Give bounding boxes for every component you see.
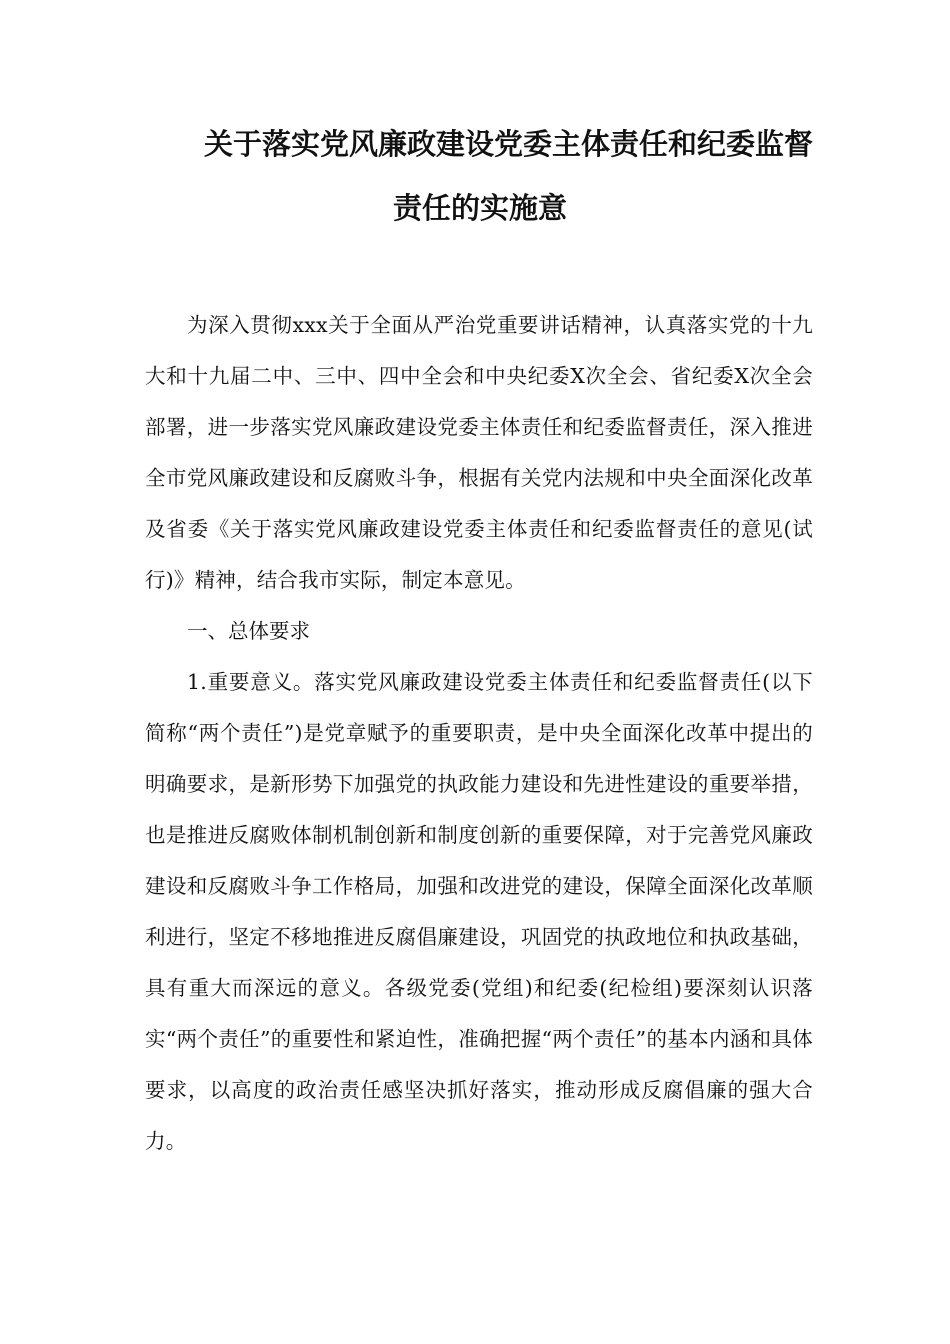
document-title-line-2: 责任的实施意 <box>393 191 568 225</box>
document-body <box>145 300 813 1167</box>
paragraph-importance: 1.重要意义。落实党风廉政建设党委主体责任和纪委监督责任(以下简称“两个责任”)是党章赋予的重要职责，是中央全面深化改革中提出的明确要求，是新形势下加强党的执政能力建设和先进性建设的重要举措，也是推进反腐败体制机制创新和制度创新的重要保障，对于完善党风廉政建设和反腐败斗争工作格局，加强和改进党的建设，保障全面深化改革顺利进行，坚定不移地推进反腐倡廉建设，巩固党的执政地位和执政基础，具有重大而深远的意义。各级党委(党组)和纪委(纪检组)要深刻认识落实“两个责任”的重要性和紧迫性，准确把握“两个责任”的基本内涵和具体要求，以高度的政治责任感坚决抓好落实，推动形成反腐倡廉的强大合力。 <box>145 670 813 1153</box>
section-heading: 一、总体要求 <box>187 619 310 643</box>
intro-paragraph: 为深入贯彻xxx关于全面从严治党重要讲话精神，认真落实党的十九大和十九届二中、三中、四中全会和中央纪委X次全会、省纪委X次全会部署，进一步落实党风廉政建设党委主体责任和纪委监督责任，深入推进全市党风廉政建设和反腐败斗争，根据有关党内法规和中央全面深化改革及省委《关于落实党风廉政建设党委主体责任和纪委监督责任的意见(试行)》精神，结合我市实际，制定本意见。 <box>145 313 813 592</box>
document-title-line-1: 关于落实党风廉政建设党委主体责任和纪委监督 <box>204 127 814 161</box>
